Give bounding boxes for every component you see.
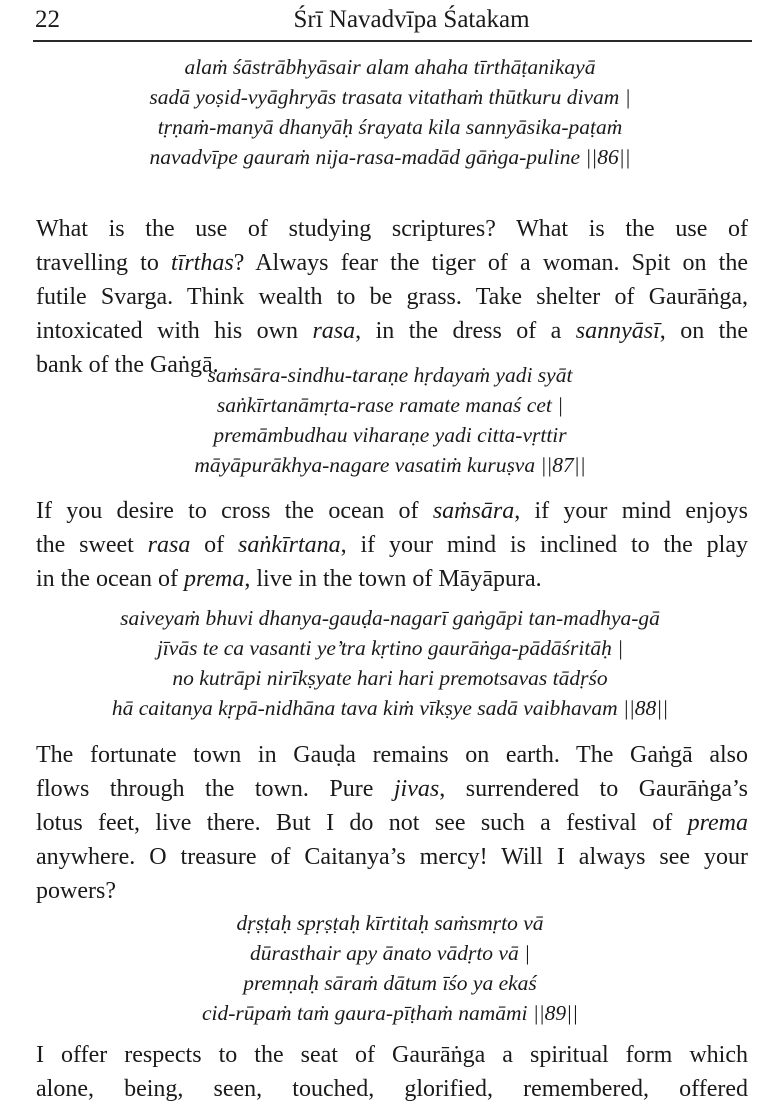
verse-88 [0,603,780,723]
para-line: alone, being, seen, touched, glorified, remembered, offered [36,1076,748,1102]
para-line: What is the use of studying scriptures? What is the use of [36,216,748,242]
translation-88 [36,738,748,908]
para-line: futile Svarga. Think wealth to be grass. Take shelter of Gaurāṅga, [36,284,748,310]
para-line: The fortunate town in Gauḍa remains on earth. The Gaṅgā also [36,742,748,768]
verse-line: dṛṣṭaḥ spṛṣṭaḥ kīrtitaḥ saṁsmṛto vā [236,911,544,935]
verse-line: tṛṇaṁ-manyā dhanyāḥ śrayata kila sannyāsika-paṭaṁ [157,115,623,139]
page-header [33,2,750,40]
verse-line: navadvīpe gauraṁ nija-rasa-madād gāṅga-puline ||86|| [149,145,631,169]
verse-line: saṅkīrtanāmṛta-rase ramate manaś cet | [216,393,564,417]
verse-line: no kutrāpi nirīkṣyate hari hari premotsavas tādṛśo [172,666,608,690]
verse-line: hā caitanya kṛpā-nidhāna tava kiṁ vīkṣye sadā vaibhavam ||88|| [111,696,669,720]
verse-line: premṇaḥ sāraṁ dātum īśo ya ekaś [243,971,537,995]
para-line: in the ocean of prema, live in the town of Māyāpura. [36,566,542,592]
verse-line: sadā yoṣid-vyāghryās trasata vitathaṁ thūtkuru divam | [149,85,631,109]
para-line: I offer respects to the seat of Gaurāṅga a spiritual form which [36,1042,748,1068]
translation-89 [36,1038,748,1106]
page-number: 22 [35,6,60,33]
para-line: the sweet rasa of saṅkīrtana, if your mind is inclined to the play [36,532,748,558]
para-line: bank of the Gaṅgā. [36,352,219,378]
para-line: powers? [36,878,116,904]
para-line: If you desire to cross the ocean of saṁsāra, if your mind enjoys [36,498,748,524]
verse-line: māyāpurākhya-nagare vasatiṁ kuruṣva ||87|| [194,453,586,477]
para-line: travelling to tīrthas? Always fear the tiger of a woman. Spit on the [36,250,749,276]
header-rule [33,40,752,42]
verse-line: saiveyaṁ bhuvi dhanya-gauḍa-nagarī gaṅgāpi tan-madhya-gā [120,606,660,630]
verse-line: alaṁ śāstrābhyāsair alam ahaha tīrthāṭanikayā [184,55,596,79]
verse-line: premāmbudhau viharaṇe yadi citta-vṛttir [213,423,567,447]
verse-line: saṁsāra-sindhu-taraṇe hṛdayaṁ yadi syāt [207,363,573,387]
translation-86 [36,212,748,382]
para-line: lotus feet, live there. But I do not see such a festival of prema [36,810,748,836]
verse-86 [0,52,780,172]
translation-87 [36,494,748,596]
verse-89 [0,908,780,1028]
verse-87 [0,360,780,480]
running-title: Śrī Navadvīpa Śatakam [293,6,530,33]
para-line: anywhere. O treasure of Caitanya’s mercy! Will I always see your [36,844,748,870]
verse-line: dūrasthair apy ānato vādṛto vā | [249,941,531,965]
para-line: intoxicated with his own rasa, in the dress of a sannyāsī, on the [36,318,748,344]
verse-line: jīvās te ca vasanti ye’tra kṛtino gaurāṅga-pādāśritāḥ | [156,636,624,660]
para-line: flows through the town. Pure jivas, surrendered to Gaurāṅga’s [36,776,748,802]
verse-line: cid-rūpaṁ taṁ gaura-pīṭhaṁ namāmi ||89|| [202,1001,578,1025]
